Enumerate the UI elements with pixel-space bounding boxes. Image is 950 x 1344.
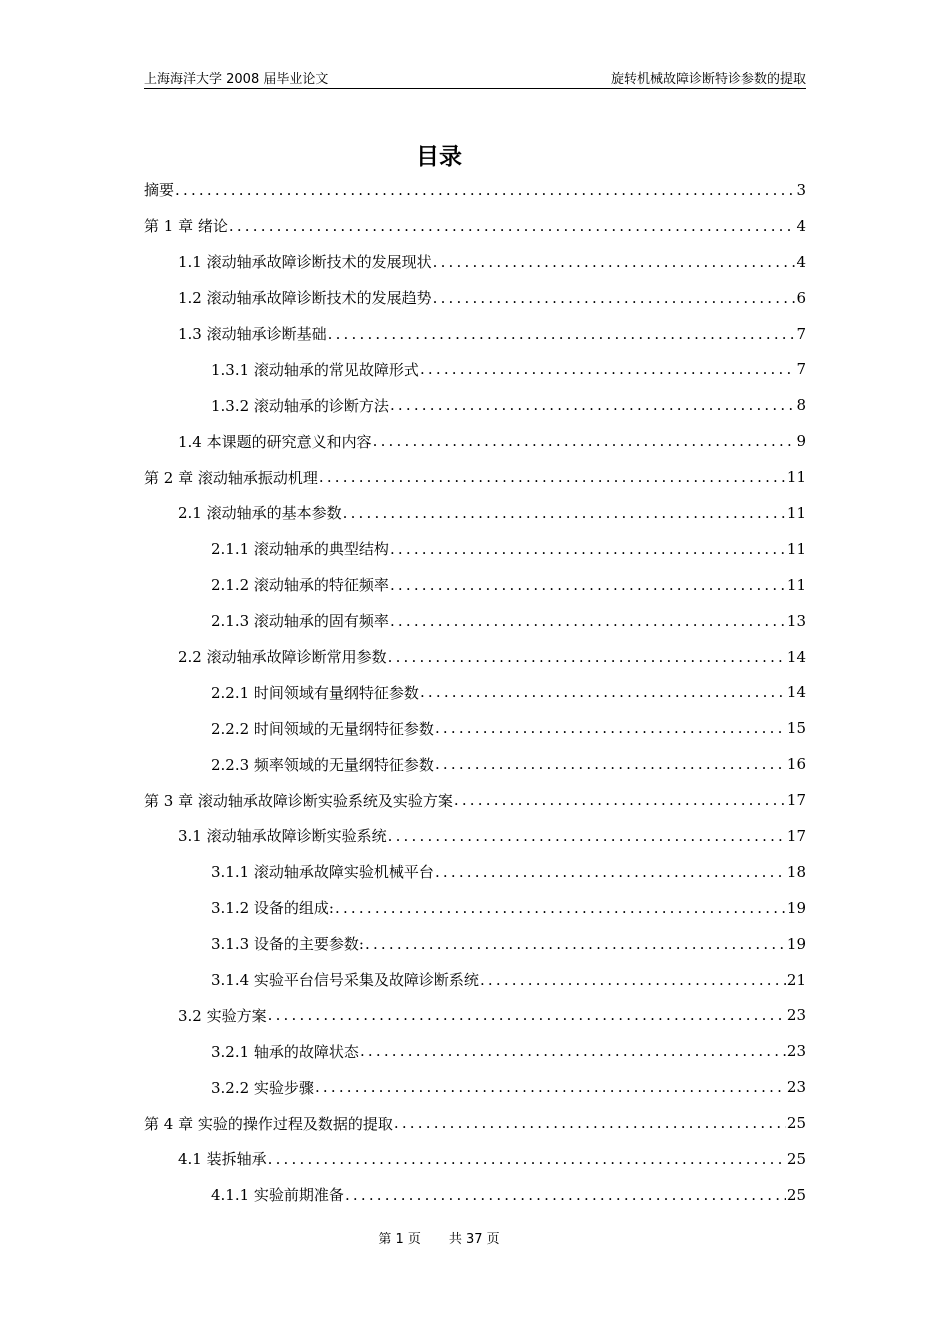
toc-entry[interactable] <box>144 459 806 495</box>
toc-entry[interactable] <box>144 1177 806 1213</box>
toc-dot-leader <box>433 253 796 271</box>
toc-entry-title: 3.1 滚动轴承故障诊断实验系统 <box>178 827 387 846</box>
page-header <box>144 66 806 89</box>
toc-dot-leader <box>343 504 786 522</box>
toc-dot-leader <box>360 1042 786 1060</box>
toc-entry[interactable] <box>144 351 806 387</box>
toc-entry-page: 25 <box>786 1185 806 1204</box>
toc-entry[interactable] <box>144 962 806 998</box>
toc-entry-title: 第 4 章 实验的操作过程及数据的提取 <box>144 1114 393 1133</box>
toc-dot-leader <box>480 971 786 989</box>
footer-page-number: 第 1 页 <box>378 1232 421 1247</box>
toc-entry[interactable] <box>144 1033 806 1069</box>
toc-entry[interactable] <box>144 854 806 890</box>
toc-entry-page: 16 <box>786 755 806 774</box>
toc-entry-title: 摘要 <box>144 181 175 200</box>
toc-entry[interactable] <box>144 280 806 316</box>
toc-entry-page: 7 <box>796 360 806 379</box>
toc-entry-page: 9 <box>796 432 806 451</box>
page-footer <box>0 1228 878 1247</box>
toc-entry-page: 19 <box>786 898 806 917</box>
toc-entry-page: 15 <box>786 719 806 738</box>
toc-entry[interactable] <box>144 782 806 818</box>
toc-entry[interactable] <box>144 710 806 746</box>
toc-entry[interactable] <box>144 208 806 244</box>
toc-entry-title: 2.1.1 滚动轴承的典型结构 <box>211 540 389 559</box>
toc-entry-title: 2.2.3 频率领域的无量纲特征参数 <box>211 755 434 774</box>
toc-heading: 目录 <box>416 144 462 170</box>
toc-dot-leader <box>390 396 796 414</box>
toc-dot-leader <box>229 217 796 235</box>
toc-entry[interactable] <box>144 531 806 567</box>
toc-dot-leader <box>420 683 786 701</box>
toc-dot-leader <box>390 612 786 630</box>
toc-entry-title: 3.1.4 实验平台信号采集及故障诊断系统 <box>211 971 479 990</box>
toc-dot-leader <box>328 325 796 343</box>
footer-total-pages: 共 37 页 <box>448 1232 500 1247</box>
toc-entry-page: 23 <box>786 1006 806 1025</box>
toc-dot-leader <box>454 791 786 809</box>
toc-dot-leader <box>435 863 786 881</box>
header-chapter-title: 旋转机械故障诊断特诊参数的提取 <box>610 72 806 87</box>
toc-entry-page: 14 <box>786 647 806 666</box>
toc-entry[interactable] <box>144 674 806 710</box>
toc-entry[interactable] <box>144 818 806 854</box>
toc-dot-leader <box>390 540 786 558</box>
toc-dot-leader <box>420 360 796 378</box>
toc-entry-title: 3.1.1 滚动轴承故障实验机械平台 <box>211 863 434 882</box>
toc-entry-title: 2.2.1 时间领域有量纲特征参数 <box>211 683 419 702</box>
header-thesis-title: 上海海洋大学 2008 届毕业论文 <box>144 72 329 87</box>
toc-entry[interactable] <box>144 495 806 531</box>
toc-entry[interactable] <box>144 1105 806 1141</box>
toc-dot-leader <box>390 576 786 594</box>
toc-entry-title: 2.2.2 时间领域的无量纲特征参数 <box>211 719 434 738</box>
toc-dot-leader <box>435 719 786 737</box>
toc-entry-title: 1.2 滚动轴承故障诊断技术的发展趋势 <box>178 289 432 308</box>
toc-entry[interactable] <box>144 1069 806 1105</box>
toc-entry[interactable] <box>144 567 806 603</box>
toc-dot-leader <box>433 289 796 307</box>
toc-entry-page: 3 <box>796 180 806 199</box>
toc-entry-page: 6 <box>796 288 806 307</box>
toc-entry-title: 第 2 章 滚动轴承振动机理 <box>144 468 318 487</box>
toc-entry-page: 18 <box>786 862 806 881</box>
toc-entry[interactable] <box>144 316 806 352</box>
toc-entry-title: 3.2 实验方案 <box>178 1006 267 1025</box>
toc-entry[interactable] <box>144 926 806 962</box>
toc-entry-title: 第 1 章 绪论 <box>144 217 228 236</box>
toc-dot-leader <box>394 1114 786 1132</box>
toc-entry-page: 11 <box>786 468 806 487</box>
toc-entry-title: 2.2 滚动轴承故障诊断常用参数 <box>178 648 387 667</box>
toc-entry[interactable] <box>144 1141 806 1177</box>
toc-entry-page: 17 <box>786 791 806 810</box>
toc-entry-page: 25 <box>786 1149 806 1168</box>
toc-entry-title: 1.1 滚动轴承故障诊断技术的发展现状 <box>178 253 432 272</box>
toc-entry[interactable] <box>144 423 806 459</box>
toc-dot-leader <box>268 1150 786 1168</box>
toc-entry-title: 1.3 滚动轴承诊断基础 <box>178 325 327 343</box>
toc-entry-title: 3.1.3 设备的主要参数: <box>211 935 364 954</box>
toc-entry-page: 4 <box>796 216 806 235</box>
table-of-contents <box>144 172 806 1213</box>
toc-entry-title: 1.3.1 滚动轴承的常见故障形式 <box>211 360 419 379</box>
toc-entry-title: 4.1 装拆轴承 <box>178 1150 267 1169</box>
toc-entry-title: 3.2.1 轴承的故障状态 <box>211 1042 359 1061</box>
toc-dot-leader <box>388 827 786 845</box>
toc-dot-leader <box>175 181 795 199</box>
toc-entry-page: 23 <box>786 1042 806 1061</box>
toc-entry-page: 13 <box>786 611 806 630</box>
toc-entry[interactable] <box>144 997 806 1033</box>
toc-entry-page: 23 <box>786 1078 806 1097</box>
toc-entry[interactable] <box>144 639 806 675</box>
toc-entry[interactable] <box>144 387 806 423</box>
toc-entry-page: 17 <box>786 826 806 845</box>
toc-entry-page: 4 <box>796 252 806 271</box>
toc-dot-leader <box>345 1186 786 1204</box>
toc-entry-title: 4.1.1 实验前期准备 <box>211 1186 344 1205</box>
toc-entry-title: 2.1 滚动轴承的基本参数 <box>178 504 342 523</box>
toc-entry[interactable] <box>144 172 806 208</box>
toc-entry[interactable] <box>144 746 806 782</box>
toc-entry-page: 21 <box>786 970 806 989</box>
toc-entry-title: 2.1.2 滚动轴承的特征频率 <box>211 576 389 595</box>
toc-dot-leader <box>319 468 786 486</box>
toc-entry-title: 3.2.2 实验步骤 <box>211 1078 314 1097</box>
toc-dot-leader <box>388 648 786 666</box>
toc-dot-leader <box>373 432 796 450</box>
toc-entry[interactable] <box>144 244 806 280</box>
toc-entry-title: 第 3 章 滚动轴承故障诊断实验系统及实验方案 <box>144 791 453 810</box>
toc-dot-leader <box>435 755 786 773</box>
toc-entry-page: 8 <box>796 396 806 415</box>
toc-entry-title: 2.1.3 滚动轴承的固有频率 <box>211 612 389 631</box>
toc-dot-leader <box>315 1078 786 1096</box>
toc-dot-leader <box>268 1006 786 1024</box>
toc-entry-title: 3.1.2 设备的组成: <box>211 899 334 918</box>
toc-entry-page: 7 <box>796 324 806 343</box>
toc-entry-page: 14 <box>786 683 806 702</box>
toc-entry-page: 11 <box>786 539 806 558</box>
toc-dot-leader <box>335 899 786 917</box>
toc-entry[interactable] <box>144 603 806 639</box>
toc-entry-title: 1.3.2 滚动轴承的诊断方法 <box>211 396 389 415</box>
toc-entry-page: 11 <box>786 503 806 522</box>
toc-dot-leader <box>365 935 786 953</box>
toc-entry-page: 25 <box>786 1114 806 1133</box>
toc-entry-title: 1.4 本课题的研究意义和内容 <box>178 432 372 451</box>
toc-entry[interactable] <box>144 890 806 926</box>
toc-entry-page: 19 <box>786 934 806 953</box>
toc-entry-page: 11 <box>786 575 806 594</box>
